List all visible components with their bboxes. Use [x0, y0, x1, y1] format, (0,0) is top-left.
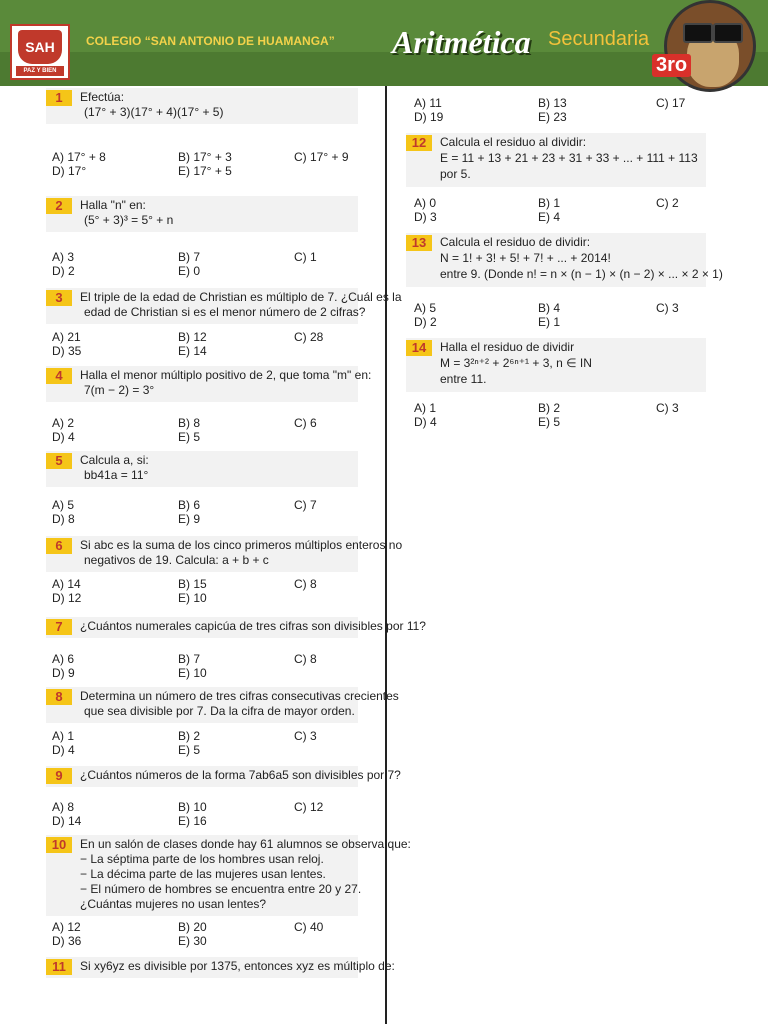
- answer-option: C) 8: [294, 577, 317, 591]
- answer-option: D) 19: [414, 110, 444, 124]
- question-number: 12: [406, 135, 432, 151]
- question-text: − La décima parte de las mujeres usan lentes.: [80, 867, 326, 881]
- question-text: entre 11.: [440, 372, 487, 386]
- school-title: [86, 34, 335, 48]
- answer-option: B) 6: [178, 498, 201, 512]
- question-text: E = 11 + 13 + 21 + 23 + 31 + 33 + ... + 111 + 113: [440, 151, 698, 165]
- answer-option: A) 5: [52, 498, 75, 512]
- answer-option: C) 17: [656, 96, 686, 110]
- logo-shield: SAH: [18, 30, 62, 64]
- question-text: edad de Christian si es el menor número de 2 cifras?: [84, 305, 366, 319]
- subject-title: Aritmética: [392, 24, 531, 60]
- answer-option: C) 17° + 9: [294, 150, 349, 164]
- answer-option: A) 6: [52, 652, 75, 666]
- answer-option: B) 1: [538, 196, 561, 210]
- answer-option: D) 14: [52, 814, 82, 828]
- answer-option: A) 5: [414, 301, 437, 315]
- question-text: ¿Cuántos números de la forma 7ab6a5 son divisibles por 7?: [80, 768, 401, 782]
- mascot-glasses-left: [683, 23, 713, 43]
- answer-option: B) 17° + 3: [178, 150, 232, 164]
- answer-option: D) 2: [414, 315, 437, 329]
- answer-option: B) 13: [538, 96, 567, 110]
- question-text: ¿Cuántos numerales capicúa de tres cifras son divisibles por 11?: [80, 619, 426, 633]
- question-text: (17° + 3)(17° + 4)(17° + 5): [84, 105, 224, 119]
- question-text: por 5.: [440, 167, 471, 181]
- answer-option: E) 9: [178, 512, 201, 526]
- question-text: Halla "n" en:: [80, 198, 146, 212]
- question-number: 7: [46, 619, 72, 635]
- answer-option: B) 10: [178, 800, 207, 814]
- answer-option: D) 8: [52, 512, 75, 526]
- answer-option: A) 0: [414, 196, 437, 210]
- answer-option: D) 36: [52, 934, 82, 948]
- answer-option: E) 14: [178, 344, 207, 358]
- column-divider: [385, 86, 387, 1024]
- answer-option: A) 3: [52, 250, 75, 264]
- question-text: Determina un número de tres cifras consecutivas crecientes: [80, 689, 399, 703]
- answer-option: A) 21: [52, 330, 81, 344]
- level-label: Secundaria: [548, 28, 650, 50]
- question-text: N = 1! + 3! + 5! + 7! + ... + 2014!: [440, 251, 611, 265]
- answer-option: C) 3: [294, 729, 317, 743]
- answer-option: B) 2: [538, 401, 561, 415]
- question-text: − La séptima parte de los hombres usan reloj.: [80, 852, 324, 866]
- school-prefix: COLEGIO: [86, 34, 142, 48]
- question-number: 4: [46, 368, 72, 384]
- question-text: Halla el residuo de dividir: [440, 340, 575, 354]
- logo-motto: PAZ Y BIEN: [16, 66, 64, 76]
- question-text: Si abc es la suma de los cinco primeros múltiplos enteros no: [80, 538, 403, 552]
- answer-option: E) 23: [538, 110, 567, 124]
- answer-option: B) 15: [178, 577, 207, 591]
- answer-option: E) 5: [178, 430, 201, 444]
- school-name: “SAN ANTONIO DE HUAMANGA”: [144, 34, 335, 48]
- question-text: Efectúa:: [80, 90, 125, 104]
- answer-option: D) 35: [52, 344, 82, 358]
- answer-option: C) 40: [294, 920, 324, 934]
- answer-option: A) 12: [52, 920, 81, 934]
- question-text: que sea divisible por 7. Da la cifra de mayor orden.: [84, 704, 355, 718]
- answer-option: E) 4: [538, 210, 561, 224]
- answer-option: B) 12: [178, 330, 207, 344]
- answer-option: A) 14: [52, 577, 81, 591]
- question-number: 9: [46, 768, 72, 784]
- answer-option: E) 5: [178, 743, 201, 757]
- answer-option: C) 2: [656, 196, 679, 210]
- question-text: ¿Cuántas mujeres no usan lentes?: [80, 897, 267, 911]
- answer-option: C) 28: [294, 330, 324, 344]
- answer-option: A) 8: [52, 800, 75, 814]
- question-text: M = 3²ⁿ⁺² + 2⁶ⁿ⁺¹ + 3, n ∈ IN: [440, 356, 592, 370]
- question-number: 5: [46, 453, 72, 469]
- answer-option: C) 1: [294, 250, 317, 264]
- answer-option: C) 8: [294, 652, 317, 666]
- answer-option: D) 12: [52, 591, 82, 605]
- mascot-glasses-right: [713, 23, 743, 43]
- question-text: bb41a = 11°: [84, 468, 149, 482]
- answer-option: D) 3: [414, 210, 437, 224]
- answer-option: A) 1: [414, 401, 437, 415]
- answer-option: B) 2: [178, 729, 201, 743]
- question-number: 13: [406, 235, 432, 251]
- school-logo: [10, 24, 70, 80]
- question-number: 6: [46, 538, 72, 554]
- page-header: [0, 0, 768, 86]
- question-text: Calcula el residuo de dividir:: [440, 235, 591, 249]
- question-number: 14: [406, 340, 432, 356]
- answer-option: B) 4: [538, 301, 561, 315]
- answer-option: E) 5: [538, 415, 561, 429]
- answer-option: E) 30: [178, 934, 207, 948]
- question-text: Calcula el residuo al dividir:: [440, 135, 587, 149]
- question-number: 3: [46, 290, 72, 306]
- answer-option: B) 20: [178, 920, 207, 934]
- question-number: 10: [46, 837, 72, 853]
- answer-option: E) 10: [178, 666, 207, 680]
- answer-option: E) 10: [178, 591, 207, 605]
- question-number: 8: [46, 689, 72, 705]
- answer-option: E) 0: [178, 264, 201, 278]
- question-text: − El número de hombres se encuentra entre 20 y 27.: [80, 882, 362, 896]
- answer-option: A) 2: [52, 416, 75, 430]
- answer-option: A) 11: [414, 96, 442, 110]
- question-text: Si xy6yz es divisible por 1375, entonces xyz es múltiplo de:: [80, 959, 395, 973]
- question-text: negativos de 19. Calcula: a + b + c: [84, 553, 269, 567]
- question-number: 2: [46, 198, 72, 214]
- answer-option: A) 17° + 8: [52, 150, 106, 164]
- question-text: El triple de la edad de Christian es múltiplo de 7. ¿Cuál es la: [80, 290, 402, 304]
- question-text: (5° + 3)³ = 5° + n: [84, 213, 174, 227]
- question-text: Calcula a, si:: [80, 453, 149, 467]
- answer-option: A) 1: [52, 729, 75, 743]
- answer-option: D) 4: [52, 430, 75, 444]
- question-text: entre 9. (Donde n! = n × (n − 1) × (n − 2) × ... × 2 × 1): [440, 267, 723, 281]
- mascot-image: [664, 0, 756, 92]
- question-text: Halla el menor múltiplo positivo de 2, que toma "m" en:: [80, 368, 372, 382]
- answer-option: B) 7: [178, 652, 201, 666]
- answer-option: E) 1: [538, 315, 561, 329]
- question-text: 7(m − 2) = 3°: [84, 383, 155, 397]
- answer-option: E) 17° + 5: [178, 164, 232, 178]
- answer-option: B) 8: [178, 416, 201, 430]
- question-number: 11: [46, 959, 72, 975]
- answer-option: C) 7: [294, 498, 317, 512]
- answer-option: C) 12: [294, 800, 324, 814]
- answer-option: D) 2: [52, 264, 75, 278]
- answer-option: D) 9: [52, 666, 75, 680]
- answer-option: E) 16: [178, 814, 207, 828]
- answer-option: C) 3: [656, 401, 679, 415]
- answer-option: D) 4: [414, 415, 437, 429]
- grade-badge: 3ro: [652, 54, 691, 77]
- answer-option: C) 3: [656, 301, 679, 315]
- answer-option: C) 6: [294, 416, 317, 430]
- answer-option: D) 4: [52, 743, 75, 757]
- answer-option: B) 7: [178, 250, 201, 264]
- question-text: En un salón de clases donde hay 61 alumnos se observa que:: [80, 837, 411, 851]
- answer-option: D) 17°: [52, 164, 87, 178]
- question-number: 1: [46, 90, 72, 106]
